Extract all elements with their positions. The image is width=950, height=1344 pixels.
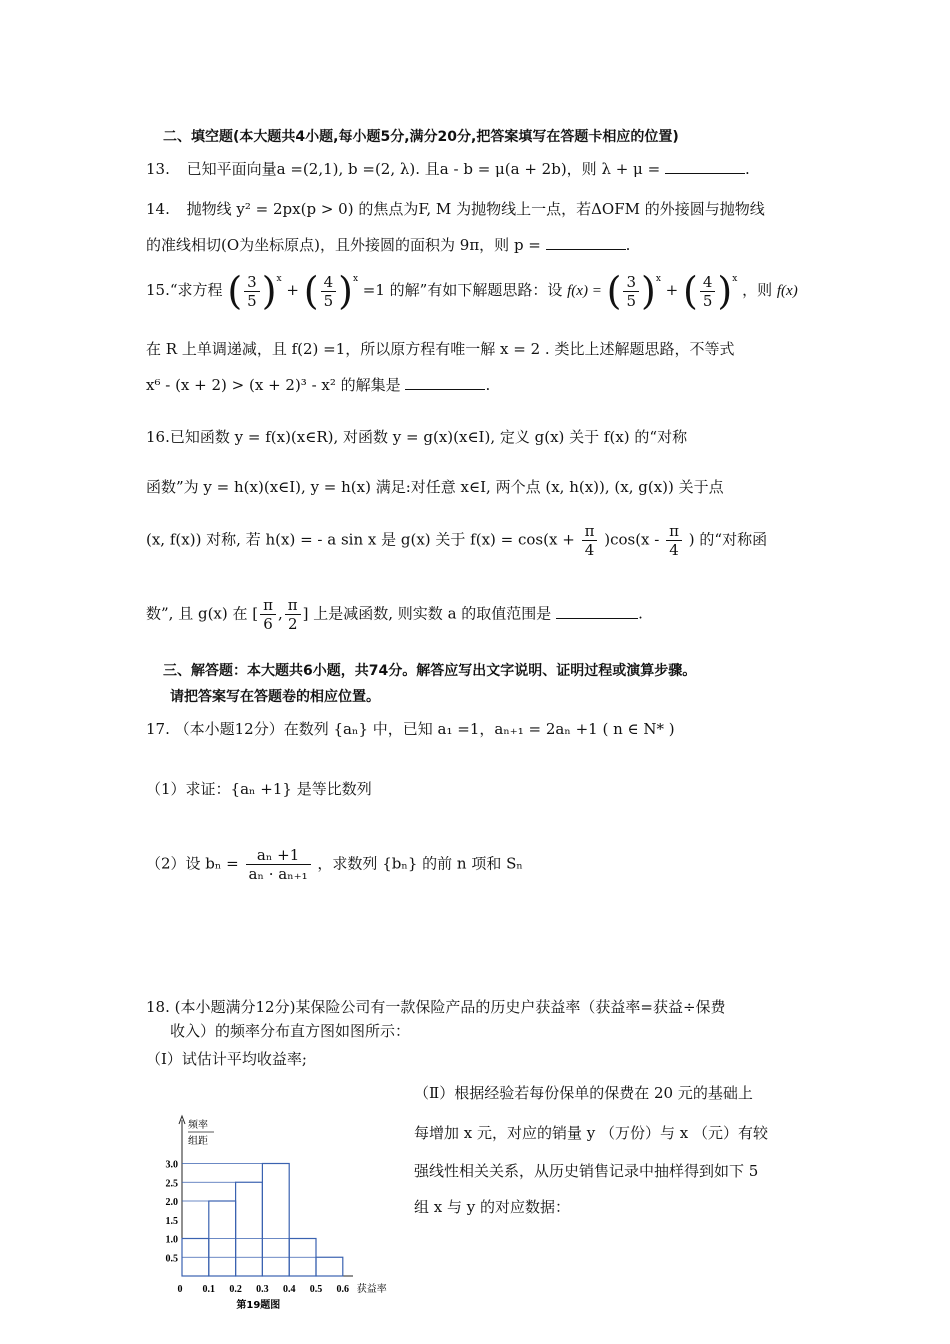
q15-frac-3-5: $\frac{3}{5}$ (244, 273, 260, 310)
q16-line4-b: ] 上是减函数, 则实数 a 的取值范围是 (302, 604, 552, 623)
q15-part-a: “求方程 (169, 281, 223, 299)
question-18-line1: 18. (本小题满分12分)某保险公司有一款保险产品的历史户获益率（获益率=获益÷保费 (146, 998, 726, 1016)
x-tick-label: 0.5 (309, 1284, 323, 1295)
x-tick-label: 0.3 (256, 1284, 269, 1295)
y-tick-label: 0.5 (165, 1253, 178, 1265)
question-14-line2 (146, 234, 630, 255)
q17-part2-a: （2）设 bₙ = (146, 854, 239, 873)
y-axis-label-top: 频率 (188, 1120, 208, 1131)
q13-end: . (744, 160, 750, 178)
q15-number: 15. (146, 281, 170, 299)
x-tick-label: 0.1 (202, 1284, 216, 1295)
q14-number: 14. (146, 200, 170, 218)
question-18-part2-line2: 每增加 x 元，对应的销量 y （万份）与 x （元）有较 (414, 1124, 769, 1142)
question-18-part2-line1: （Ⅱ）根据经验若每份保单的保费在 20 元的基础上 (414, 1084, 753, 1102)
q15-line3: x⁶ - (x + 2) > (x + 2)³ - x² 的解集是 (146, 376, 401, 394)
question-16-line1: 16.已知函数 y = f(x)(x∈R), 对函数 y = g(x)(x∈I), 定义 g(x) 关于 f(x) 的“对称 (146, 428, 688, 446)
q16-line3-b: )cos(x - (604, 530, 660, 549)
y-tick-label: 3.0 (165, 1159, 178, 1171)
question-18-part2-line4: 组 x 与 y 的对应数据： (414, 1198, 571, 1216)
y-tick-label: 2.5 (165, 1178, 178, 1190)
question-13 (146, 158, 750, 179)
question-18-line2: 收入）的频率分布直方图如图所示： (170, 1022, 411, 1040)
q15-frac-4-5: $\frac{4}{5}$ (321, 273, 337, 310)
x-tick-label: 0.6 (336, 1284, 350, 1295)
question-15-line3: x⁶ - (x + 2) > (x + 2)³ - x² 的解集是 . (146, 376, 491, 394)
question-18-part1: （Ⅰ）试估计平均收益率; (146, 1050, 307, 1068)
q17-part2-b: ，求数列 {bₙ} 的前 n 项和 Sₙ (317, 854, 523, 873)
q16-line3-c: ) 的“对称函 (688, 530, 768, 549)
x-tick-label: 0.2 (229, 1284, 242, 1295)
question-16-line3: (x, f(x)) 对称, 若 h(x) = - a sin x 是 g(x) 关于 f(x) = cos(x + $\frac{\pi}{4}$ )cos(x - $\frac{\pi}{4}$ ) 的“对称函 (146, 522, 768, 559)
x-tick-label: 0 (177, 1284, 183, 1295)
q14-line1: 抛物线 y² = 2px(p > 0) 的焦点为F, M 为抛物线上一点，若ΔOFM 的外接圆与抛物线 (186, 200, 765, 218)
histogram-bar (316, 1257, 343, 1276)
frequency-histogram (150, 1110, 400, 1320)
y-tick-label: 1.5 (165, 1215, 178, 1227)
y-axis-label-bottom: 组距 (188, 1136, 208, 1147)
y-tick-label: 1.0 (165, 1234, 178, 1246)
q16-line4-a: 数”, 且 g(x) 在 [ (146, 604, 259, 623)
q14-answer-blank (546, 235, 626, 250)
histogram-bar (262, 1164, 289, 1277)
section3-heading-line1: 三、解答题：本大题共6小题，共74分。解答应写出文字说明、证明过程或演算步骤。 (163, 663, 697, 679)
question-18-part2-line3: 强线性相关关系，从历史销售记录中抽样得到如下 5 (414, 1162, 759, 1180)
section2-heading: 二、填空题(本大题共4小题,每小题5分,满分20分,把答案填写在答题卡相应的位置) (163, 129, 679, 145)
q13-text: 已知平面向量a =(2,1), b =(2, λ). 且a - b = μ(a + 2b)，则 λ + μ = (186, 160, 661, 178)
q15-part-b: =1 的解”有如下解题思路：设 (362, 281, 563, 299)
question-16-line4: 数”, 且 g(x) 在 [ $\frac{\pi}{6}$ , $\frac{\pi}{2}$ ] 上是减函数, 则实数 a 的取值范围是 . (146, 596, 643, 633)
question-17-part2 (146, 846, 523, 883)
y-tick-label: 2.0 (165, 1197, 178, 1208)
q17-fraction: $\frac{\text{aₙ +1}}{\text{aₙ · aₙ₊₁}}$ (246, 846, 311, 883)
q13-number: 13. (146, 160, 170, 178)
q13-answer-blank (665, 159, 745, 174)
q14-end: . (625, 236, 631, 254)
x-tick-label: 0.4 (282, 1284, 296, 1295)
question-17-part1: （1）求证：{aₙ +1} 是等比数列 (146, 780, 372, 798)
question-17-stem: 17. （本小题12分）在数列 {aₙ} 中，已知 a₁ =1，aₙ₊₁ = 2aₙ +1 ( n ∈ N* ) (146, 720, 675, 738)
chart-caption: 第19题图 (236, 1300, 281, 1311)
question-15-line1: 15.“求方程 ( $\frac{3}{5}$ )$^x$ + ( $\frac{4}{5}$ )$^x$ =1 的解”有如下解题思路：设 f(x) = ( $\frac{3}{5}$ )$^x$ + ( $\frac{4}{5}$ )$^x$ ，则 f(x) (146, 269, 798, 313)
section3-heading-line2: 请把答案写在答题卷的相应位置。 (170, 689, 380, 705)
question-16-line2: 函数”为 y = h(x)(x∈I), y = h(x) 满足:对任意 x∈I, 两个点 (x, h(x)), (x, g(x)) 关于点 (146, 478, 724, 496)
question-15-line2: 在 R 上单调递减，且 f(2) =1，所以原方程有唯一解 x = 2 . 类比上述解题思路，不等式 (146, 340, 735, 358)
question-14-line1 (146, 198, 765, 219)
q15-answer-blank (405, 375, 485, 390)
q16-line3-a: (x, f(x)) 对称, 若 h(x) = - a sin x 是 g(x) 关于 f(x) = cos(x + (146, 530, 575, 549)
q16-answer-blank (556, 604, 638, 619)
x-axis-label: 获益率 (356, 1284, 387, 1295)
histogram-bar (236, 1182, 263, 1276)
q14-line2: 的准线相切(O为坐标原点)，且外接圆的面积为 9π，则 p = (146, 236, 541, 254)
q15-part-c: ，则 (742, 281, 773, 299)
